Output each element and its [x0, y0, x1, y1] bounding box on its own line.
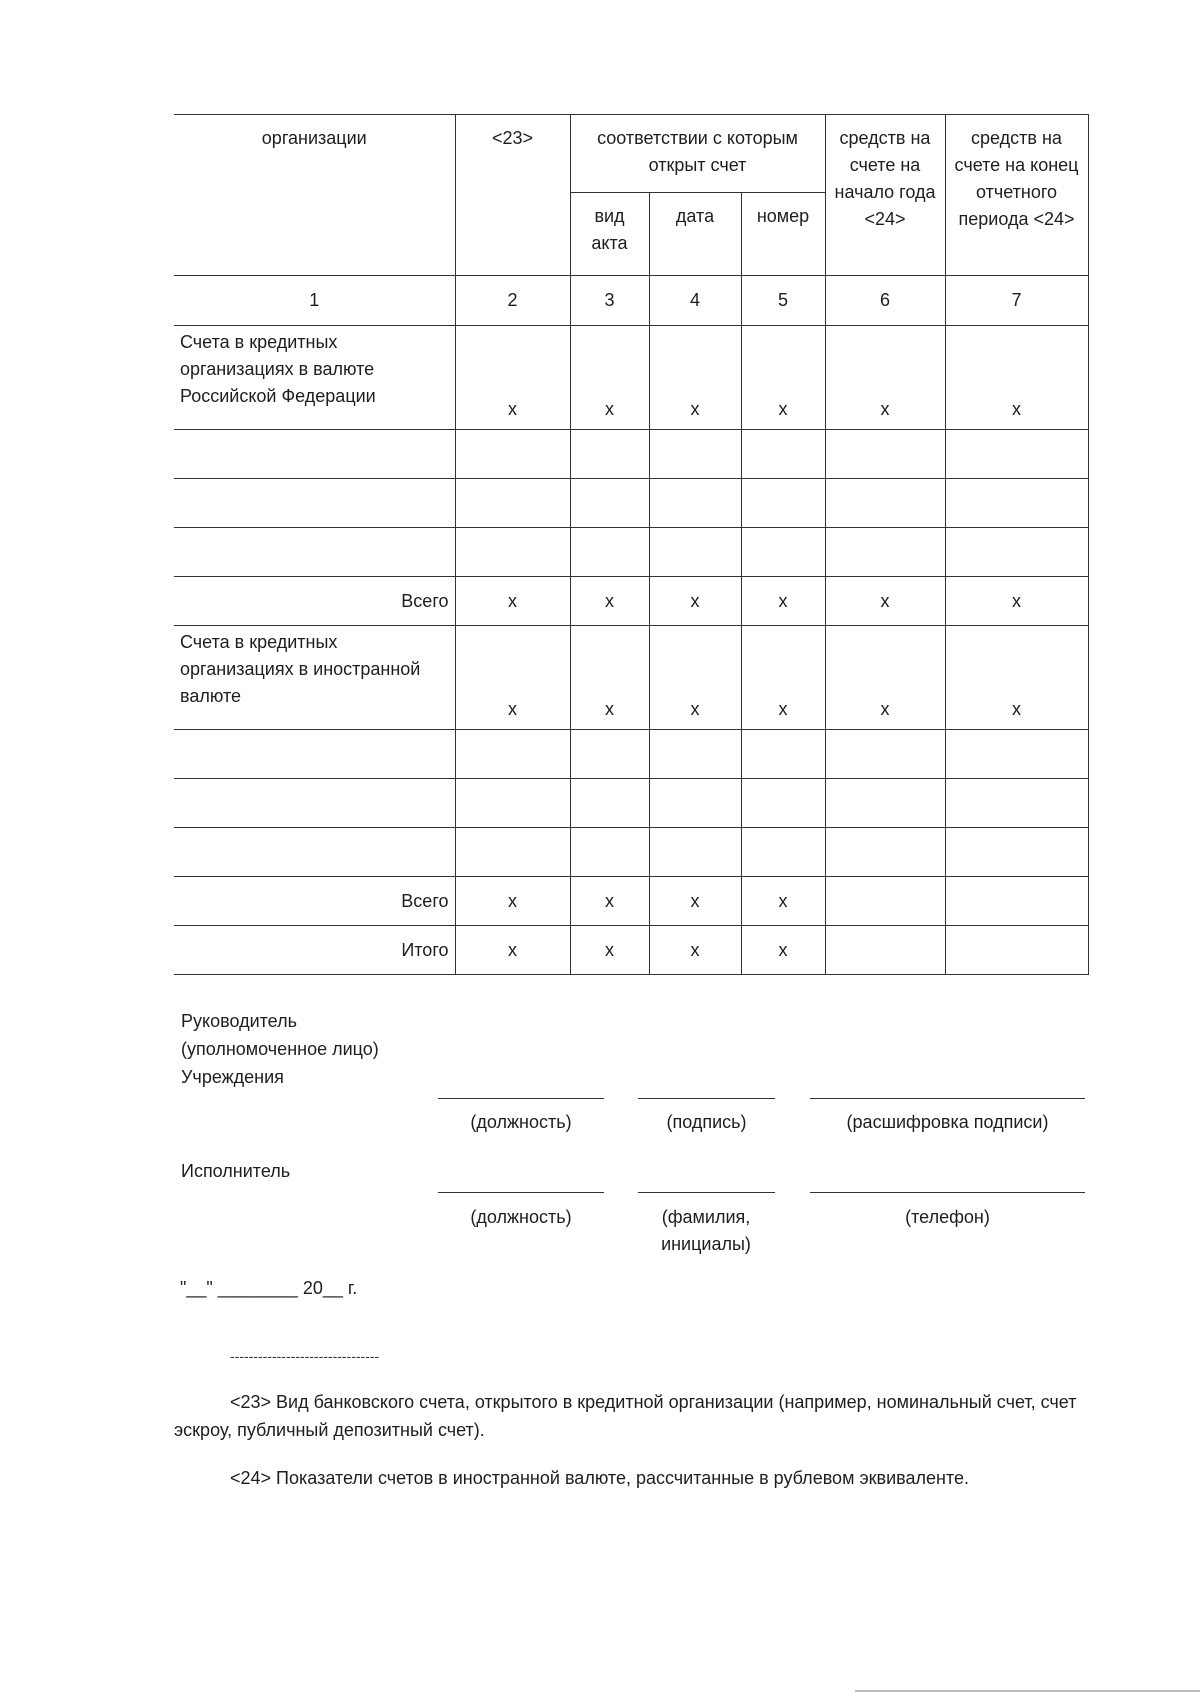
empty-cell[interactable] — [741, 779, 825, 828]
empty-cell[interactable] — [455, 828, 570, 877]
footnote-24: <24> Показатели счетов в иностранной валюте, рассчитанные в рублевом эквиваленте. — [230, 1468, 970, 1488]
footnote-separator: -------------------------------- — [230, 1348, 380, 1364]
executor-label: Исполнитель — [181, 1161, 291, 1181]
empty-cell[interactable] — [455, 430, 570, 479]
empty-cell[interactable] — [455, 730, 570, 779]
col-number: 3 — [570, 276, 649, 326]
empty-cell[interactable] — [455, 479, 570, 528]
x-mark: x — [825, 326, 945, 430]
header-col2: <23> — [455, 115, 570, 276]
section-foreign-row — [174, 626, 1088, 730]
x-mark: x — [741, 626, 825, 730]
header-col5: номер — [741, 193, 825, 276]
x-mark: x — [570, 926, 649, 975]
x-mark: x — [455, 926, 570, 975]
x-mark: x — [741, 577, 825, 626]
head-decoding-line[interactable] — [810, 1098, 1085, 1099]
col-number: 5 — [741, 276, 825, 326]
executor-name-line[interactable] — [638, 1192, 775, 1193]
x-mark: x — [455, 577, 570, 626]
section-rub-label: Счета в кредитных организациях в валюте Российской Федерации — [174, 326, 455, 430]
empty-cell[interactable] — [825, 528, 945, 577]
empty-cell[interactable] — [570, 528, 649, 577]
empty-cell[interactable] — [945, 779, 1088, 828]
date-line: "__" ________ 20__ г. — [180, 1278, 358, 1298]
empty-cell[interactable] — [825, 828, 945, 877]
section-rub-row — [174, 326, 1088, 430]
head-signature-line[interactable] — [638, 1098, 775, 1099]
section-foreign-label: Счета в кредитных организациях в иностранной валюте — [174, 626, 455, 730]
header-col7: средств на счете на конец отчетного периода <24> — [945, 115, 1088, 276]
executor-position-caption: (должность) — [470, 1207, 572, 1227]
total-foreign-row — [174, 877, 1088, 926]
table-row — [174, 479, 1088, 528]
head-decoding-caption: (расшифровка подписи) — [846, 1112, 1049, 1132]
empty-cell[interactable] — [570, 479, 649, 528]
empty-cell[interactable] — [174, 479, 455, 528]
empty-cell[interactable] — [649, 479, 741, 528]
header-col3: вид акта — [570, 193, 649, 276]
header-col4: дата — [649, 193, 741, 276]
x-mark: x — [570, 577, 649, 626]
empty-cell[interactable] — [455, 779, 570, 828]
executor-phone-line[interactable] — [810, 1192, 1085, 1193]
column-numbers-row — [174, 276, 1088, 326]
empty-cell[interactable] — [945, 528, 1088, 577]
empty-cell[interactable] — [570, 779, 649, 828]
empty-cell[interactable] — [945, 828, 1088, 877]
footnote-23: <23> Вид банковского счета, открытого в кредитной организации (например, номинальный счет, счет эскроу, публичный депозитный счет). — [174, 1392, 1077, 1440]
executor-name-caption: (фамилия, инициалы) — [661, 1207, 751, 1254]
grand-total-label: Итого — [174, 926, 455, 975]
col-number: 4 — [649, 276, 741, 326]
empty-cell[interactable] — [741, 730, 825, 779]
empty-cell[interactable] — [649, 730, 741, 779]
x-mark: x — [741, 926, 825, 975]
empty-cell[interactable] — [649, 779, 741, 828]
empty-cell[interactable] — [741, 528, 825, 577]
header-col6: средств на счете на начало года <24> — [825, 115, 945, 276]
x-mark: x — [945, 326, 1088, 430]
col-number: 1 — [174, 276, 455, 326]
empty-cell[interactable] — [825, 479, 945, 528]
x-mark: x — [945, 626, 1088, 730]
empty-cell[interactable] — [825, 877, 945, 926]
head-position-line[interactable] — [438, 1098, 604, 1099]
accounts-table — [174, 114, 1089, 975]
table-row — [174, 528, 1088, 577]
col-number: 6 — [825, 276, 945, 326]
x-mark: x — [455, 326, 570, 430]
total-rub-row — [174, 577, 1088, 626]
x-mark: x — [649, 577, 741, 626]
header-col345-group: соответствии с которым открыт счет — [570, 115, 825, 193]
empty-cell[interactable] — [174, 779, 455, 828]
executor-position-line[interactable] — [438, 1192, 604, 1193]
empty-cell[interactable] — [174, 828, 455, 877]
empty-cell[interactable] — [741, 430, 825, 479]
table-row — [174, 828, 1088, 877]
total-label: Всего — [174, 877, 455, 926]
x-mark: x — [649, 326, 741, 430]
x-mark: x — [570, 326, 649, 430]
empty-cell[interactable] — [945, 430, 1088, 479]
empty-cell[interactable] — [570, 730, 649, 779]
x-mark: x — [455, 877, 570, 926]
x-mark: x — [570, 877, 649, 926]
x-mark: x — [455, 626, 570, 730]
empty-cell[interactable] — [174, 730, 455, 779]
col-number: 7 — [945, 276, 1088, 326]
empty-cell[interactable] — [174, 528, 455, 577]
head-signature-caption: (подпись) — [666, 1112, 747, 1132]
head-label: Руководитель (уполномоченное лицо) Учреждения — [181, 1011, 379, 1087]
empty-cell[interactable] — [945, 877, 1088, 926]
col-number: 2 — [455, 276, 570, 326]
empty-cell[interactable] — [570, 828, 649, 877]
empty-cell[interactable] — [825, 730, 945, 779]
grand-total-row — [174, 926, 1088, 975]
x-mark: x — [649, 926, 741, 975]
table-header-row — [174, 115, 1088, 193]
total-label: Всего — [174, 577, 455, 626]
empty-cell[interactable] — [649, 828, 741, 877]
x-mark: x — [649, 626, 741, 730]
x-mark: x — [741, 326, 825, 430]
scan-edge-line — [855, 1690, 1200, 1692]
empty-cell[interactable] — [825, 779, 945, 828]
empty-cell[interactable] — [741, 479, 825, 528]
empty-cell[interactable] — [649, 430, 741, 479]
empty-cell[interactable] — [825, 430, 945, 479]
header-col1: организации — [174, 115, 455, 276]
x-mark: x — [825, 626, 945, 730]
table-row — [174, 730, 1088, 779]
empty-cell[interactable] — [570, 430, 649, 479]
empty-cell[interactable] — [174, 430, 455, 479]
x-mark: x — [945, 577, 1088, 626]
executor-phone-caption: (телефон) — [905, 1207, 990, 1227]
empty-cell[interactable] — [649, 528, 741, 577]
x-mark: x — [741, 877, 825, 926]
empty-cell[interactable] — [455, 528, 570, 577]
empty-cell[interactable] — [945, 730, 1088, 779]
table-row — [174, 779, 1088, 828]
head-position-caption: (должность) — [470, 1112, 572, 1132]
empty-cell[interactable] — [741, 828, 825, 877]
empty-cell[interactable] — [825, 926, 945, 975]
empty-cell[interactable] — [945, 926, 1088, 975]
x-mark: x — [649, 877, 741, 926]
x-mark: x — [825, 577, 945, 626]
x-mark: x — [570, 626, 649, 730]
empty-cell[interactable] — [945, 479, 1088, 528]
table-row — [174, 430, 1088, 479]
